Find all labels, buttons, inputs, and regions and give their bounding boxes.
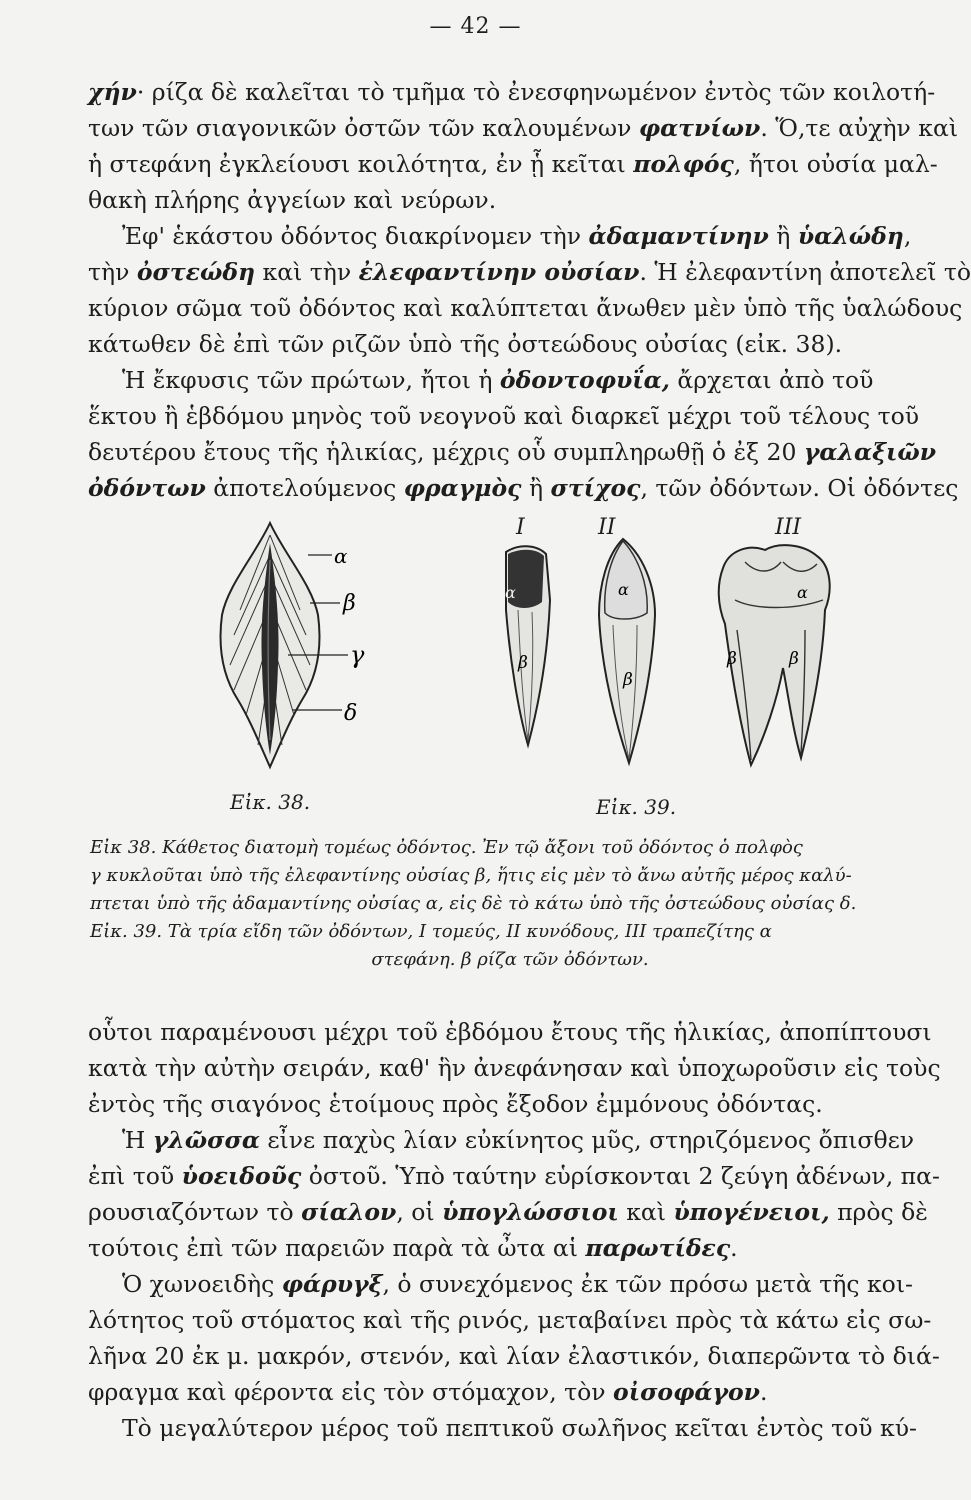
emphasized-term: πολφός [633, 150, 734, 178]
text-line [88, 182, 930, 218]
fig39-ii-label-alpha: α [618, 580, 629, 599]
fig39-incisor-illustration [488, 540, 568, 755]
text-run: πρὸς δὲ [829, 1198, 928, 1226]
text-line [90, 862, 930, 890]
fig39-i-label-alpha: α [505, 583, 516, 602]
text-run: ἀποτελούμενος [205, 474, 404, 502]
text-run: φραγμα καὶ φέροντα εἰς τὸν στόμαχον, τὸν [88, 1378, 614, 1406]
emphasized-term: παρωτίδες [585, 1234, 731, 1262]
emphasized-term: φάρυγξ [281, 1270, 383, 1298]
text-run: ὀστοῦ. Ὑπὸ ταύτην εὑρίσκονται 2 ζεύγη ἀδένων, πα- [301, 1162, 940, 1190]
fig38-label-beta: β [343, 591, 356, 616]
text-line [90, 834, 930, 862]
fig38-label-alpha: α [334, 544, 348, 568]
text-run: λότητος τοῦ στόματος καὶ τῆς ρινός, μεταβαίνει πρὸς τὰ κάτω εἰς σω- [88, 1306, 932, 1334]
fig39-caption-label: Εἰκ. 39. [596, 795, 677, 819]
emphasized-term: ὑαλώδη [797, 222, 904, 250]
text-run: δευτέρου ἔτους τῆς ἡλικίας, μέχρις οὗ συμπληρωθῇ ὁ ἐξ 20 [88, 438, 804, 466]
text-run: . [730, 1234, 738, 1262]
fig38-label-delta: δ [344, 701, 358, 726]
text-line [88, 146, 938, 182]
text-line [88, 110, 959, 146]
text-run: , τῶν ὀδόντων. Οἱ ὀδόντες [640, 474, 959, 502]
emphasized-term: ὀδόντων [88, 474, 206, 502]
text-line [90, 946, 930, 974]
text-run: . Ὅ,τε αὐχὴν καὶ [760, 114, 959, 142]
text-run: . [759, 1378, 768, 1406]
text-run: , ἤτοι οὐσία μαλ- [733, 150, 938, 178]
fig39-numeral-i: I [516, 515, 525, 540]
text-run: καὶ [618, 1198, 674, 1226]
text-line [88, 1122, 930, 1158]
text-run: γ κυκλοῦται ὑπὸ τῆς ἐλεφαντίνης οὐσίας β, ἥτις εἰς μὲν τὸ ἄνω αὐτῆς μέρος καλύ- [90, 865, 852, 886]
bottom-text-block [88, 1014, 941, 1446]
fig38-tooth-section-illustration [200, 515, 380, 780]
text-run: θακὴ πλήρης ἀγγείων καὶ νεύρων. [88, 186, 497, 214]
text-run: κάτωθεν δὲ ἐπὶ τῶν ριζῶν ὑπὸ τῆς ὀστεώδους οὐσίας (εἰκ. 38). [88, 330, 843, 358]
text-run: Τὸ μεγαλύτερον μέρος τοῦ πεπτικοῦ σωλῆνος κεῖται ἐντὸς τοῦ κύ- [122, 1414, 917, 1442]
fig39-i-label-beta: β [518, 653, 528, 673]
fig39-canine-illustration [583, 535, 671, 770]
text-run: , ὁ συνεχόμενος ἐκ τῶν πρόσω μετὰ τῆς κοι- [382, 1270, 913, 1298]
text-run: , οἱ [396, 1198, 443, 1226]
text-run: Ὁ χωνοειδὴς [122, 1270, 282, 1298]
figure-caption-block [90, 834, 930, 974]
emphasized-term: ὑπογλώσσιοι [442, 1198, 619, 1226]
text-run: ἐντὸς τῆς σιαγόνος ἑτοίμους πρὸς ἔξοδον ἐμμόνους ὀδόντας. [88, 1090, 823, 1118]
text-run: ἄρχεται ἀπὸ τοῦ [669, 366, 874, 394]
text-line [88, 398, 930, 434]
text-line [88, 1050, 941, 1086]
emphasized-term: ὑπογένειοι, [673, 1198, 830, 1226]
text-run: οὗτοι παραμένουσι μέχρι τοῦ ἑβδόμου ἔτους τῆς ἡλικίας, ἀποπίπτουσι [88, 1018, 932, 1046]
text-line [88, 1338, 940, 1374]
top-text-block [88, 74, 971, 506]
text-run: ρουσιαζόντων τὸ [88, 1198, 302, 1226]
text-line [88, 1302, 930, 1338]
fig39-molar-illustration [705, 540, 845, 775]
emphasized-term: σίαλον [301, 1198, 397, 1226]
text-run: στεφάνη. β ρίζα τῶν ὀδόντων. [371, 949, 649, 970]
text-line [88, 1266, 930, 1302]
text-line [90, 918, 930, 946]
text-line [88, 218, 930, 254]
text-run: εἶνε παχὺς λίαν εὐκίνητος μῦς, στηριζόμενος ὄπισθεν [259, 1126, 915, 1154]
fig39-numeral-iii: III [775, 515, 802, 540]
text-line [90, 890, 930, 918]
text-run: . Ἡ ἐλεφαντίνη ἀποτελεῖ τὸ [639, 258, 971, 286]
text-run: ἢ [768, 222, 798, 250]
fig39-ii-label-beta: β [623, 670, 633, 690]
text-run: κατὰ τὴν αὐτὴν σειράν, καθ' ἣν ἀνεφάνησαν καὶ ὑποχωροῦσιν εἰς τοὺς [88, 1054, 941, 1082]
text-line [88, 1230, 930, 1266]
text-line [88, 1014, 930, 1050]
text-line [88, 1158, 940, 1194]
text-line [88, 1086, 930, 1122]
text-run: Ἡ ἔκφυσις τῶν πρώτων, ἤτοι ἡ [122, 366, 500, 394]
text-line [88, 290, 963, 326]
text-run: Εἰκ 38. Κάθετος διατομὴ τομέως ὀδόντος. Ἐν τῷ ἄξονι τοῦ ὀδόντος ὁ πολφὸς [90, 837, 803, 858]
emphasized-term: στίχος [550, 474, 641, 502]
page-number: — 42 — [429, 14, 522, 39]
text-line [88, 1410, 930, 1446]
text-line [88, 362, 930, 398]
text-line [88, 470, 959, 506]
text-run: , [903, 222, 912, 250]
fig39-iii-label-beta-left: β [727, 649, 737, 669]
text-line [88, 1194, 930, 1230]
text-run: · ρίζα δὲ καλεῖται τὸ τμῆμα τὸ ἐνεσφηνωμένον ἐντὸς τῶν κοιλοτή- [136, 78, 936, 106]
text-run: Εἰκ. 39. Τὰ τρία εἴδη τῶν ὀδόντων, I τομεύς, II κυνόδους, III τραπεζίτης α [90, 921, 772, 942]
text-run: κύριον σῶμα τοῦ ὀδόντος καὶ καλύπτεται ἄνωθεν μὲν ὑπὸ τῆς ὑαλώδους [88, 294, 963, 322]
emphasized-term: ὀδοντοφυΐα, [499, 366, 670, 394]
text-run: Ἡ [122, 1126, 153, 1154]
text-line [88, 326, 930, 362]
text-line [88, 434, 937, 470]
emphasized-term: χήν [88, 78, 137, 106]
emphasized-term: γαλαξιῶν [803, 438, 937, 466]
text-run: ἡ στεφάνη ἐγκλείουσι κοιλότητα, ἐν ᾗ κεῖται [88, 150, 634, 178]
emphasized-term: ὑοειδοῦς [181, 1162, 302, 1190]
text-line [88, 254, 971, 290]
emphasized-term: φραγμὸς [403, 474, 522, 502]
emphasized-term: ἀδαμαντίνην [588, 222, 769, 250]
text-run: λῆνα 20 ἐκ μ. μακρόν, στενόν, καὶ λίαν ἐλαστικόν, διαπερῶντα τὸ διά- [88, 1342, 940, 1370]
text-run: Ἐφ' ἑκάστου ὀδόντος διακρίνομεν τὴν [122, 222, 589, 250]
emphasized-term: ἐλεφαντίνην οὐσίαν [358, 258, 640, 286]
text-run: πτεται ὑπὸ τῆς ἀδαμαντίνης οὐσίας α, εἰς δὲ τὸ κάτω ὑπὸ τῆς ὀστεώδους οὐσίας δ. [90, 893, 857, 914]
fig39-iii-label-beta-right: β [789, 649, 799, 669]
text-line [88, 1374, 930, 1410]
text-run: ἐπὶ τοῦ [88, 1162, 182, 1190]
fig39-numeral-ii: II [598, 515, 616, 540]
text-line [88, 74, 936, 110]
text-run: των τῶν σιαγονικῶν ὀστῶν τῶν καλουμένων [88, 114, 639, 142]
emphasized-term: γλῶσσα [152, 1126, 260, 1154]
fig38-caption-label: Εἰκ. 38. [230, 790, 311, 814]
emphasized-term: οἰσοφάγον [613, 1378, 760, 1406]
fig38-label-gamma: γ [350, 641, 365, 669]
text-run: ἢ [521, 474, 551, 502]
fig39-iii-label-alpha: α [797, 583, 808, 602]
text-run: ἕκτου ἢ ἑβδόμου μηνὸς τοῦ νεογνοῦ καὶ διαρκεῖ μέχρι τοῦ τέλους τοῦ [88, 402, 920, 430]
text-run: τὴν [88, 258, 137, 286]
text-run: καὶ τὴν [255, 258, 359, 286]
text-run: τούτοις ἐπὶ τῶν παρειῶν παρὰ τὰ ὦτα αἱ [88, 1234, 586, 1262]
emphasized-term: φατνίων [638, 114, 761, 142]
emphasized-term: ὀστεώδη [136, 258, 256, 286]
